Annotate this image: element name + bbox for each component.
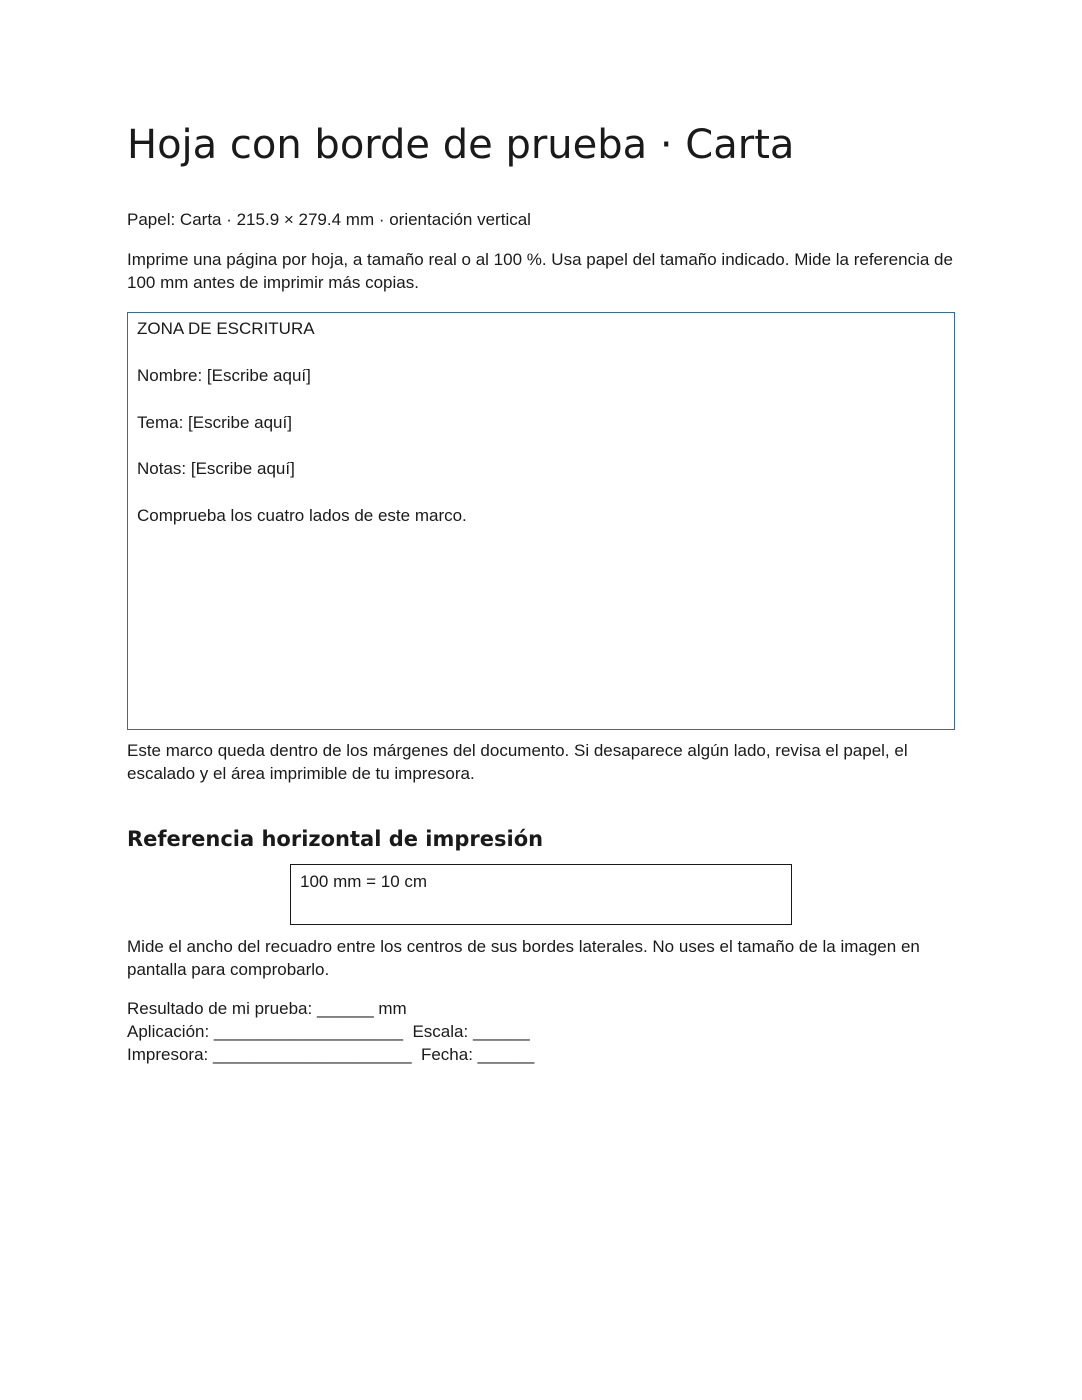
topic-field-line: Tema: [Escribe aquí] — [137, 413, 292, 432]
result-line: Resultado de mi prueba: ______ mm — [127, 999, 407, 1018]
notes-field-line: Notas: [Escribe aquí] — [137, 459, 295, 478]
check-sides-line: Comprueba los cuatro lados de este marco. — [137, 506, 467, 525]
printer-date-line: Impresora: _____________________ Fecha: ______ — [127, 1045, 535, 1064]
frame-note: Este marco queda dentro de los márgenes del documento. Si desaparece algún lado, revisa el papel, el escalado y el área imprimible de tu impresora. — [127, 741, 908, 783]
reference-label: 100 mm = 10 cm — [300, 872, 428, 891]
paper-info: Papel: Carta · 215.9 × 279.4 mm · orientación vertical — [127, 210, 531, 229]
application-scale-line: Aplicación: ____________________ Escala: ______ — [127, 1022, 530, 1041]
result-block — [127, 997, 957, 1066]
measure-note: Mide el ancho del recuadro entre los centros de sus bordes laterales. No uses el tamaño de la imagen en pantalla para comprobarlo. — [127, 937, 920, 979]
reference-heading: Referencia horizontal de impresión — [127, 827, 544, 851]
writing-zone-frame — [127, 312, 955, 730]
writing-zone-heading: ZONA DE ESCRITURA — [137, 319, 315, 338]
name-field-line: Nombre: [Escribe aquí] — [137, 366, 311, 385]
print-instructions: Imprime una página por hoja, a tamaño real o al 100 %. Usa papel del tamaño indicado. Mide la referencia de 100 mm antes de imprimir más copias. — [127, 250, 953, 292]
reference-box — [290, 864, 792, 925]
document-title: Hoja con borde de prueba · Carta — [127, 122, 795, 168]
